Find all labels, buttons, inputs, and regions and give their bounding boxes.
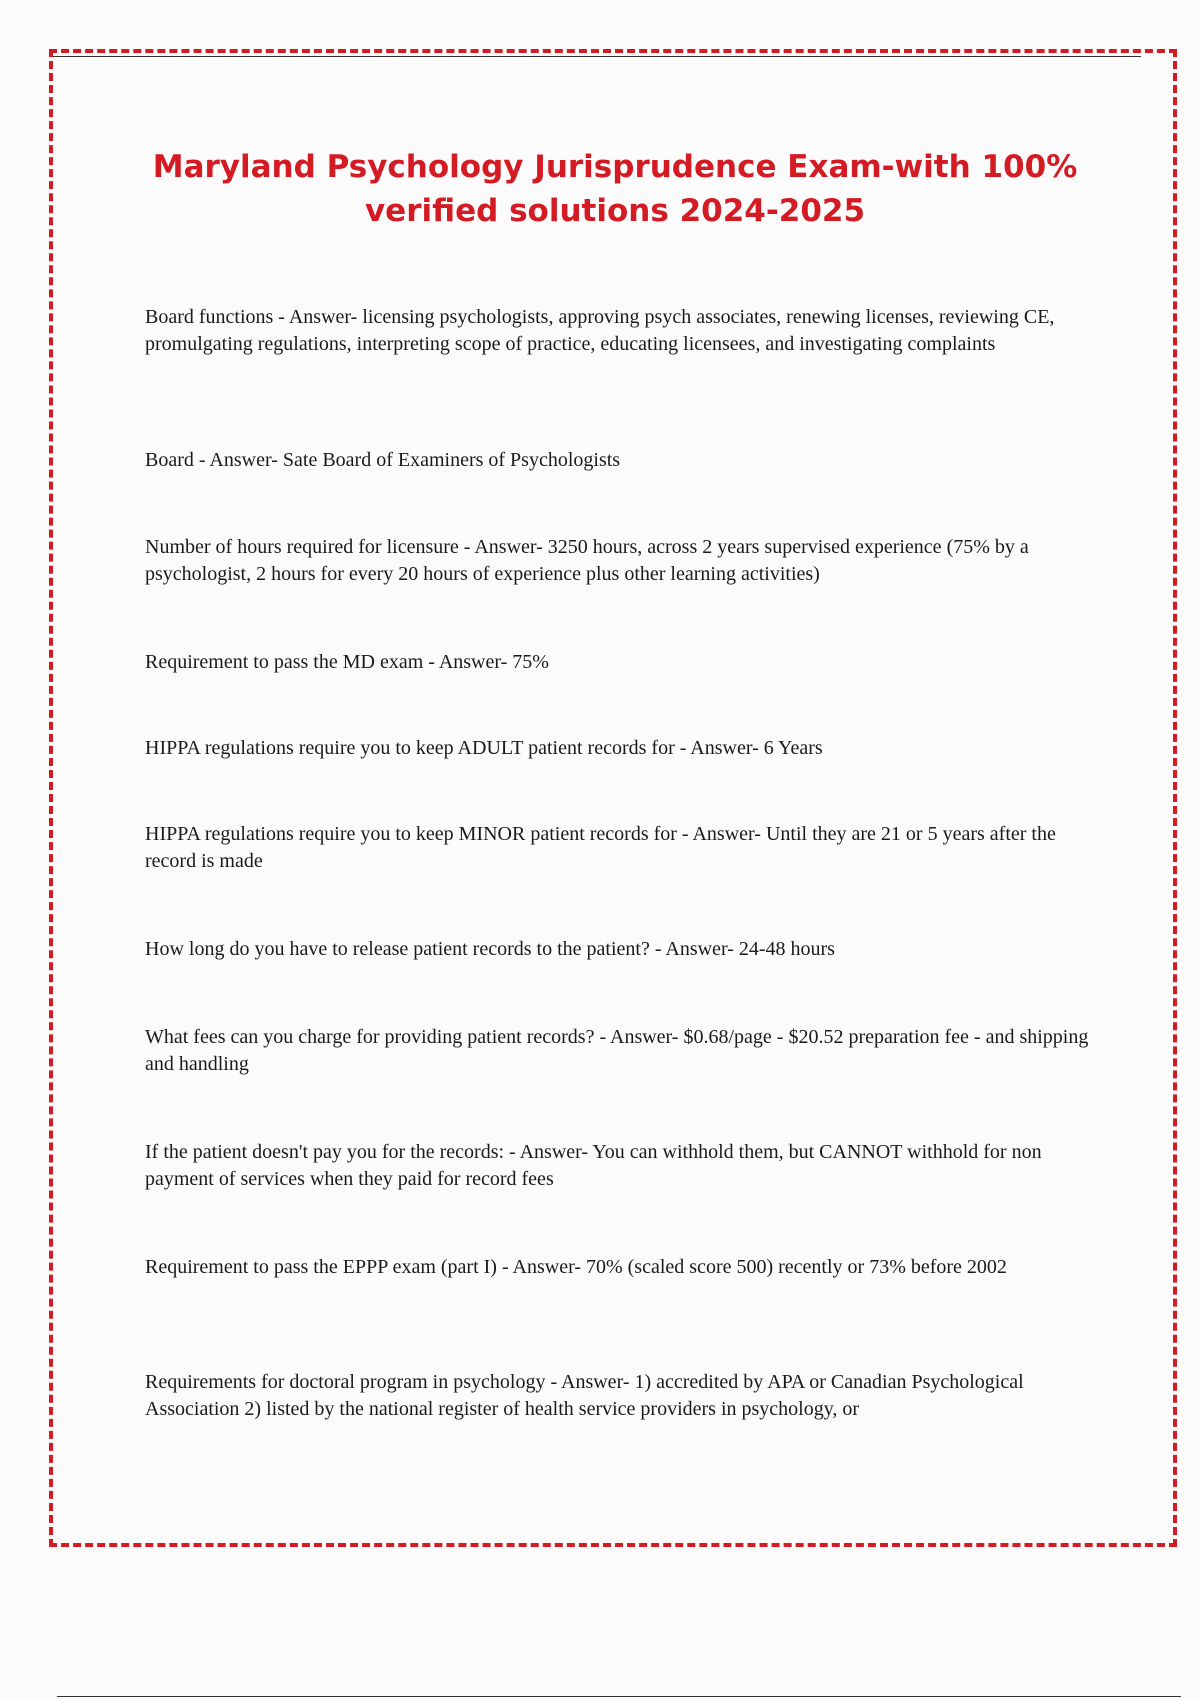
qa-item: What fees can you charge for providing patient records? - Answer- $0.68/page - $20.52 preparation fee - and shipping and handling [145,1026,1089,1075]
qa-item: HIPPA regulations require you to keep MINOR patient records for - Answer- Until they are 21 or 5 years after the record is made [145,823,1056,872]
qa-item: Requirement to pass the EPPP exam (part I) - Answer- 70% (scaled score 500) recently or 73% before 2002 [145,1256,1007,1278]
qa-item: How long do you have to release patient records to the patient? - Answer- 24-48 hours [145,938,835,960]
qa-item: Board functions - Answer- licensing psychologists, approving psych associates, renewing licenses, reviewing CE, promulgating regulations, interpreting scope of practice, educating licensees, and investigating complaints [145,306,1055,355]
qa-item: Board - Answer- Sate Board of Examiners of Psychologists [145,449,621,471]
page-border [49,49,1177,1547]
qa-item: Requirement to pass the MD exam - Answer- 75% [145,651,549,673]
qa-item: Number of hours required for licensure - Answer- 3250 hours, across 2 years supervised experience (75% by a psychologist, 2 hours for every 20 hours of experience plus other learning activities) [145,536,1029,585]
top-rule [53,56,1141,57]
bottom-rule [57,1696,1181,1697]
document-title: Maryland Psychology Jurisprudence Exam-with 100% verified solutions 2024-2025 [152,149,1078,229]
qa-item: If the patient doesn't pay you for the records: - Answer- You can withhold them, but CANNOT withhold for non payment of services when they paid for record fees [145,1141,1042,1190]
qa-item: HIPPA regulations require you to keep ADULT patient records for - Answer- 6 Years [145,737,823,759]
qa-item: Requirements for doctoral program in psychology - Answer- 1) accredited by APA or Canadian Psychological Association 2) listed by the national register of health service providers in psychology, or [145,1371,1024,1420]
